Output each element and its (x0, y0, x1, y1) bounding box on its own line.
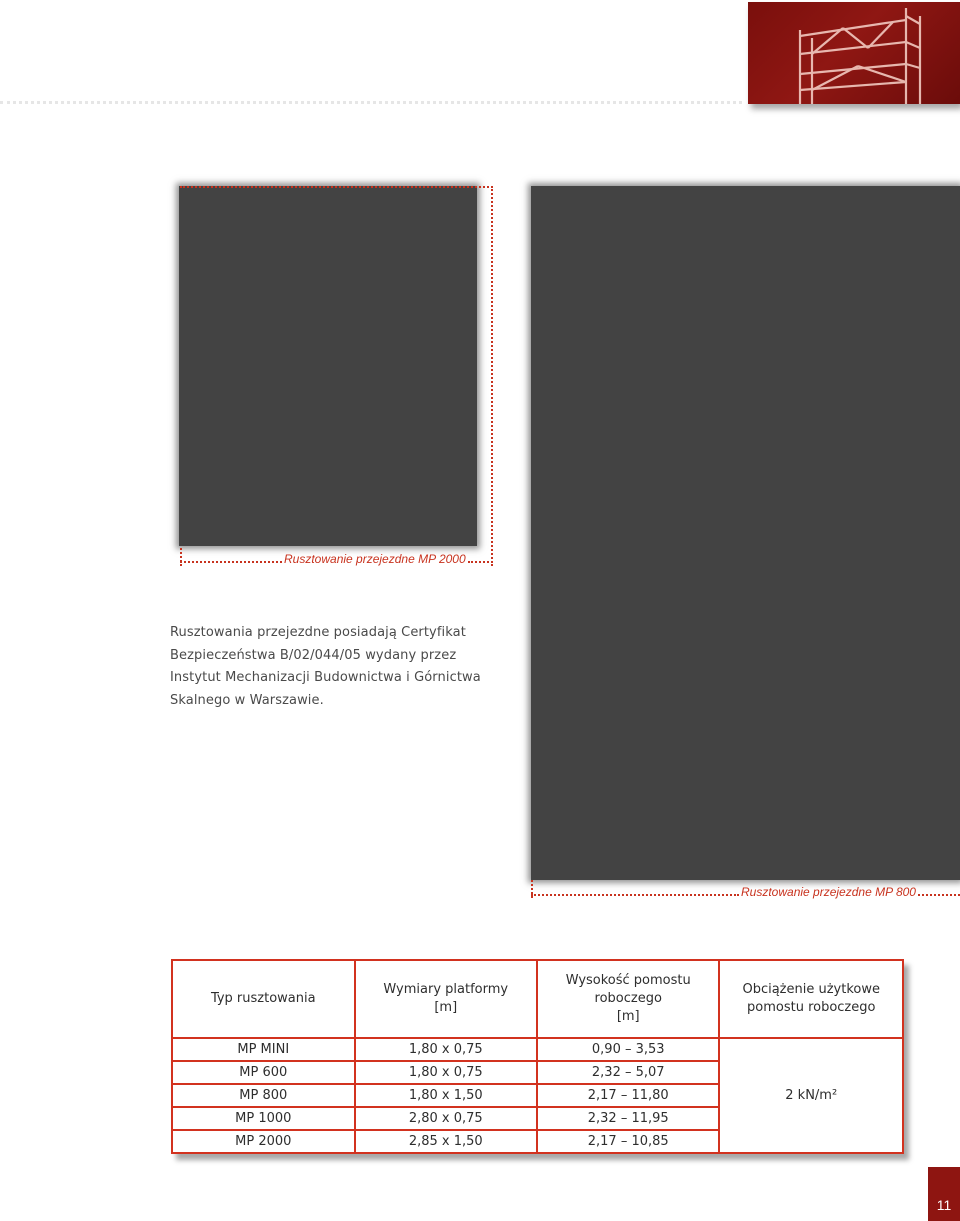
caption-trailer-dots (918, 894, 960, 896)
photo-placeholder-mp-2000 (179, 186, 477, 546)
page-number-badge (928, 1167, 960, 1221)
header-line: Wysokość pomostu (565, 973, 691, 988)
scaffold-illustration (748, 2, 960, 104)
caption-leader-dots (531, 894, 739, 896)
table-header-row (172, 960, 903, 1038)
certificate-paragraph (170, 622, 490, 712)
header-load (719, 960, 903, 1038)
header-dotted-rule (0, 101, 742, 104)
cell-dimensions: 1,80 x 0,75 (355, 1061, 537, 1084)
scaffold-spec-table (171, 959, 904, 1154)
photo-2-caption-text: Rusztowanie przejezdne MP 800 (741, 885, 916, 899)
header-line: [m] (434, 1000, 458, 1015)
page-number-text: 11 (936, 1197, 952, 1213)
cell-type: MP 600 (172, 1061, 355, 1084)
header-type (172, 960, 355, 1038)
header-scaffold-photo (748, 2, 960, 104)
header-line: Typ rusztowania (210, 991, 316, 1006)
cell-type: MP MINI (172, 1038, 355, 1061)
header-line: Wymiary platformy (383, 982, 509, 997)
caption-trailer-dots (468, 561, 493, 563)
paragraph-line: Instytut Mechanizacji Budownictwa i Górnictwa (170, 670, 481, 685)
cell-dimensions: 1,80 x 0,75 (355, 1038, 537, 1061)
header-line: roboczego (594, 991, 662, 1006)
paragraph-line: Rusztowania przejezdne posiadają Certyfikat (170, 625, 466, 640)
caption-leader-dots (180, 561, 282, 563)
header-line: pomostu roboczego (747, 1000, 876, 1015)
paragraph-line: Skalnego w Warszawie. (170, 692, 324, 708)
photo-2-caption (531, 885, 960, 899)
photo-1-caption (180, 552, 493, 566)
cell-height: 0,90 – 3,53 (537, 1038, 719, 1061)
header-platform-dimensions (355, 960, 537, 1038)
photo-1-caption-text: Rusztowanie przejezdne MP 2000 (284, 552, 466, 566)
cell-dimensions: 2,85 x 1,50 (355, 1130, 537, 1153)
cell-dimensions: 1,80 x 1,50 (355, 1084, 537, 1107)
cell-dimensions: 2,80 x 0,75 (355, 1107, 537, 1130)
header-line: [m] (616, 1009, 640, 1024)
photo-placeholder-mp-800 (531, 186, 960, 880)
cell-height: 2,32 – 11,95 (537, 1107, 719, 1130)
cell-type: MP 800 (172, 1084, 355, 1107)
header-platform-height (537, 960, 719, 1038)
paragraph-line: Bezpieczeństwa B/02/044/05 wydany przez (170, 647, 457, 663)
cell-height: 2,17 – 11,80 (537, 1084, 719, 1107)
cell-height: 2,32 – 5,07 (537, 1061, 719, 1084)
cell-type: MP 1000 (172, 1107, 355, 1130)
cell-height: 2,17 – 10,85 (537, 1130, 719, 1153)
table-row (172, 1038, 903, 1061)
cell-load-value: 2 kN/m² (719, 1038, 903, 1153)
header-line: Obciążenie użytkowe (742, 982, 880, 997)
cell-type: MP 2000 (172, 1130, 355, 1153)
